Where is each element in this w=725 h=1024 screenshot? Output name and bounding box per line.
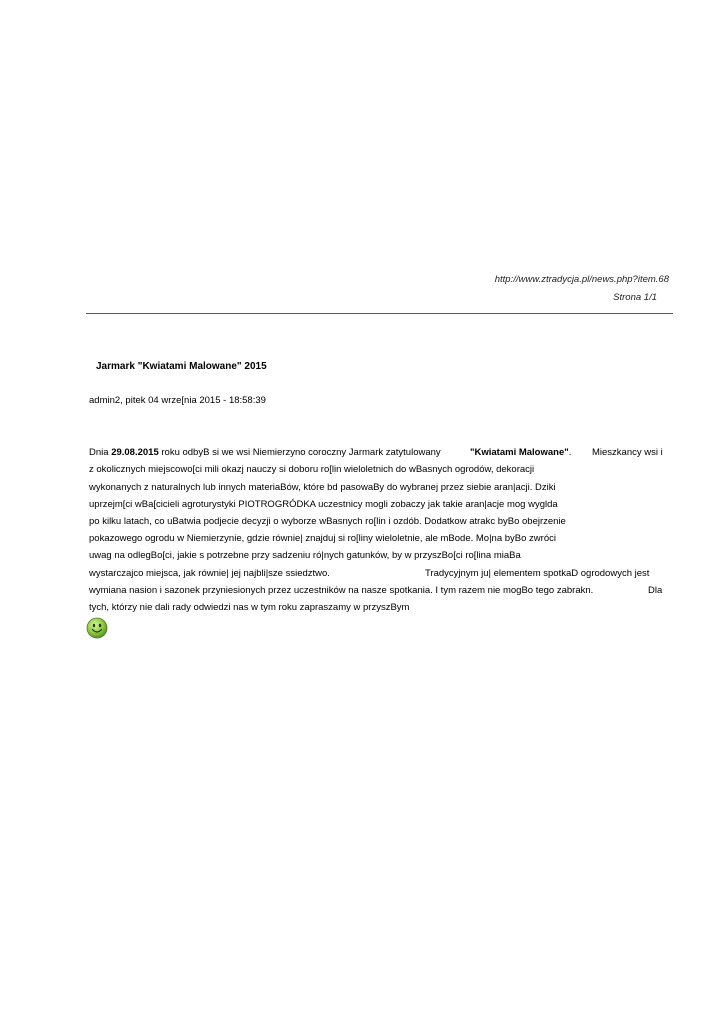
body-line-4: uprzejm[ci wBa[cicieli agroturystyki PIOTROGRÓDKA uczestnicy mogli zobaczy jak takie aran|acje mog wyglda: [89, 499, 558, 510]
article-meta: admin2, pitek 04 wrze[nia 2015 - 18:58:39: [89, 395, 266, 406]
text-segment: Tradycyjnym ju| elementem spotkaD ogrodowych jest: [425, 568, 650, 579]
text-segment: Dnia: [89, 447, 112, 458]
body-line-9: [89, 585, 667, 599]
body-line-7: uwag na odlegBo[ci, jakie s potrzebne przy sadzeniu ró|nych gatunków, by w przyszBo[ci ro[lina miaBa: [89, 550, 521, 561]
event-name: "Kwiatami Malowane": [470, 447, 569, 458]
article-title: Jarmark "Kwiatami Malowane" 2015: [96, 361, 267, 372]
smiley-face-icon: [86, 617, 108, 639]
header-url: http://www.ztradycja.pl/news.php?item.68: [494, 274, 669, 285]
body-line-8: [89, 568, 649, 582]
body-line-3: wykonanych z naturalnych lub innych materiaBów, które bd pasowaBy do wybranej przez siebie aran|acji. Dziki: [89, 482, 556, 493]
body-line-10: tych, którzy nie dali rady odwiedzi nas w tym roku zapraszamy w przyszBym: [89, 602, 410, 613]
text-segment: wymiana nasion i sazonek przyniesionych przez uczestników na nasze spotkania. I tym razem nie mogBo tego zabrakn.: [89, 585, 594, 596]
body-line-6: pokazowego ogrodu w Niemierzynie, gdzie równie| znajduj si ro[liny wieloletnie, ale mBode. Mo|na byBo zwróci: [89, 533, 556, 544]
text-segment: Dla: [648, 585, 663, 596]
event-date: 29.08.2015: [111, 447, 159, 458]
header-divider: [86, 313, 673, 314]
text-segment: wystarczajco miejsca, jak równie| jej najbli|sze ssiedztwo.: [89, 568, 330, 579]
page-number: Strona 1/1: [613, 292, 657, 303]
body-line-5: po kilku latach, co uBatwia podjecie decyzji o wyborze wBasnych ro[lin i ozdób. Dodatkow atrakc byBo obejrzenie: [89, 516, 566, 527]
body-line-1: [89, 447, 679, 461]
body-line-2: z okolicznych miejscowo[ci mili okazj nauczy si doboru ro[lin wieloletnich do wBasnych ogrodów, dekoracji: [89, 464, 535, 475]
text-segment: roku odbyB si we wsi Niemierzyno coroczny Jarmark zatytulowany: [158, 447, 441, 458]
text-segment: .: [568, 447, 572, 458]
text-segment: Mieszkancy wsi i: [592, 447, 663, 458]
